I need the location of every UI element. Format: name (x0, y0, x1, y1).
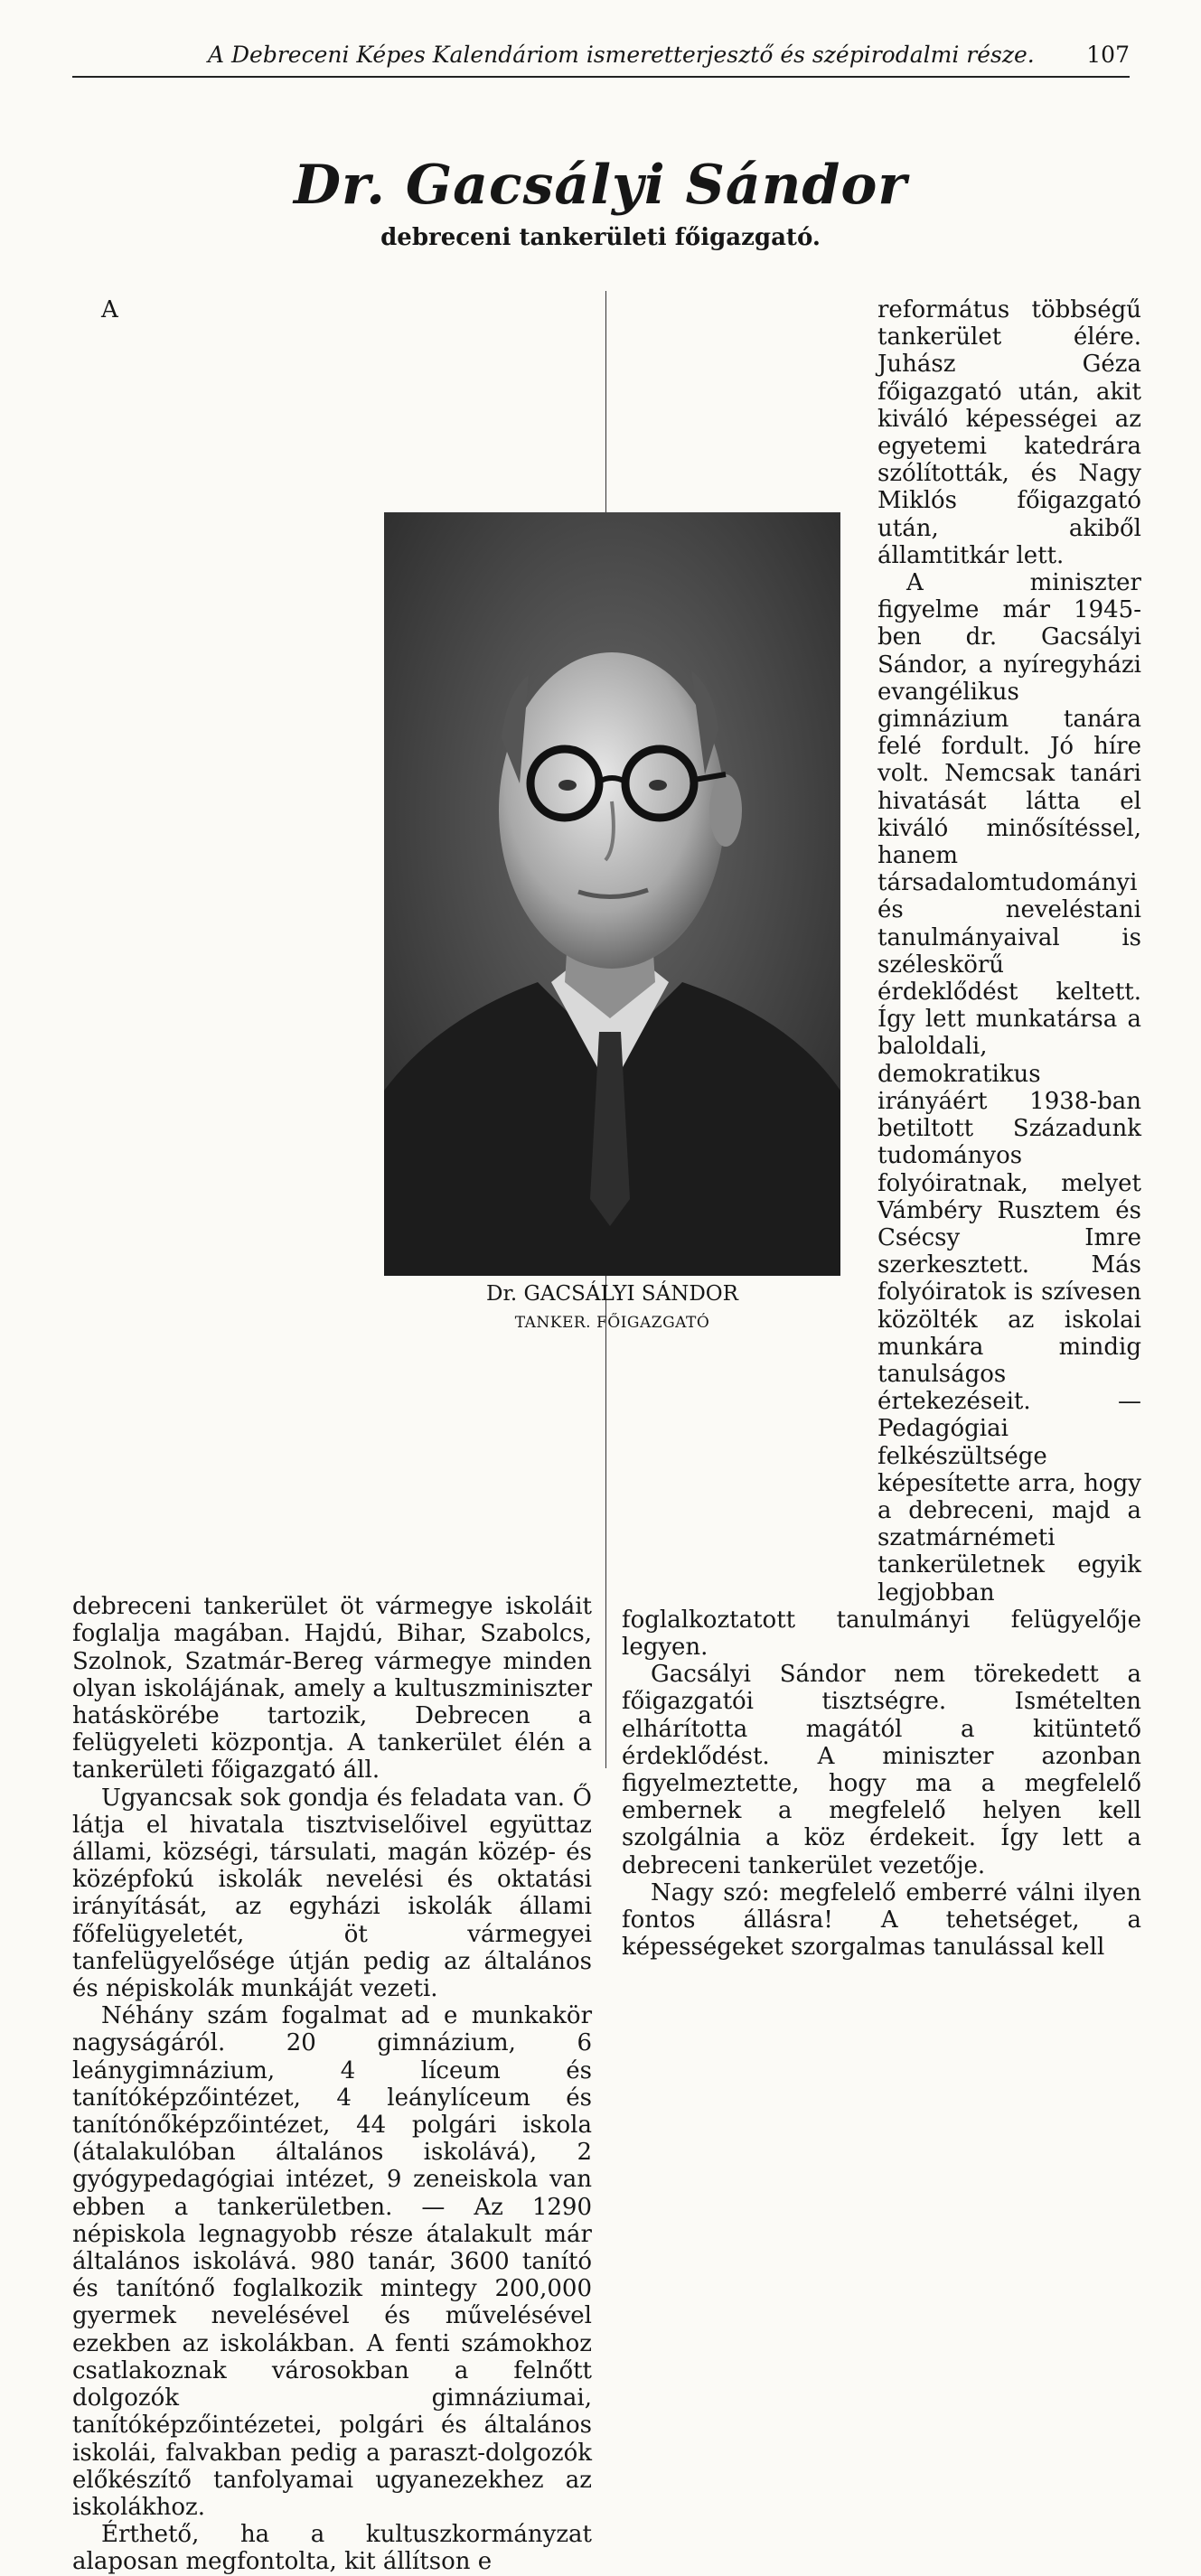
portrait-figure (375, 512, 836, 1457)
header-rule (72, 76, 1130, 78)
portrait-illustration (384, 512, 840, 1276)
paragraph-left-end: Érthető, ha a kultuszkormányzat alaposan megfontolta, kit állítson e (72, 2521, 592, 2576)
paragraph-right-top: református többségű tankerület élére. Juhász Géza főigazgató után, akit kiváló képességei az egyetemi katedrára szólították, és Nagy Miklós főigazgató után, akiből államtitkár lett. (877, 296, 1141, 569)
photo-caption-title: TANKER. FŐIGAZGATÓ (514, 1314, 710, 1332)
paragraph-intro: A debreceni tankerület öt vármegye iskoláit foglalja magában. Hajdú, Bihar, Szabolcs, Szolnok, Szatmár-Bereg vármegye minden olyan iskolájának, amely a kultuszminiszter hatáskörébe tartozik, Debrecen a felügyeleti központja. A tankerület élén a tankerületi főigazgató áll. (72, 296, 592, 1784)
paragraph-closing: Nagy szó: megfelelő emberré válni ilyen fontos állásra! A tehetséget, a képességeket szorgalmas tanulással kell (622, 1878, 1141, 1962)
paragraph-numbers: Néhány szám fogalmat ad e munkakör nagyságáról. 20 gimnázium, 6 leánygimnázium, 4 líceum és tanítóképzőintézet, 4 leánylíceum és tanítónőképzőintézet, 44 polgári iskola (átalakulóban általános iskolává), 2 gyógypedagógiai intézet, 9 zeneiskola van ebben a tankerületben. — Az 1290 népiskola legnagyobb része átalakult már általános iskolává. 980 tanár, 3600 tanító és tanítónő foglalkozik mintegy 200,000 gyermek nevelésével és művelésével ezekben az iskolákban. A fenti számokhoz csatlakoznak városokban a felnőtt dolgozók gimnáziumai, tanítóképzőintézetei, polgári és általános iskolái, falvakban pedig a paraszt-dolgozók előkészítő tanfolyamai ugyanezekhez az iskolákhoz. (72, 2002, 592, 2521)
running-header (72, 38, 1130, 70)
portrait-photo (384, 512, 840, 1276)
page-number: 107 (1086, 42, 1130, 68)
running-title: A Debreceni Képes Kalendáriom ismeretterjesztő és szépirodalmi része. (208, 42, 1035, 68)
paragraph-duties: Ugyancsak sok gondja és feladata van. Ő látja el hivatala tisztviselőivel együttaz állami, községi, társulati, magán közép- és középfokú iskolák nevelési és oktatási irányítását, az egyházi iskolák állami főfelügyeletét, öt vármegyei tanfelügyelősége útján pedig az általános és népiskolák munkáját vezeti. (72, 1784, 592, 2003)
article-title: Dr. Gacsályi Sándor (294, 154, 907, 217)
photo-caption-name: Dr. GACSÁLYI SÁNDOR (486, 1282, 738, 1306)
paragraph-career: A miniszter figyelme már 1945-ben dr. Gacsályi Sándor, a nyíregyházi evangélikus gimnázium tanára felé fordult. Jó híre volt. Nemcsak tanári hivatását látta el kiváló minősítéssel, hanem társadalomtudományi és neveléstani tanulmányaival is széleskörű érdeklődést keltett. Így lett munkatársa a baloldali, demokratikus irányáért 1938-ban betiltott Századunk tudományos folyóiratnak, melyet Vámbéry Rusztem és Csécsy Imre szerkesztett. Más folyóiratok is szívesen közölték az iskolai munkára mindig tanulságos értekezéseit. — Pedagógiai felkészültsége képesítette arra, hogy a debreceni, majd a szatmárnémeti tankerületnek egyik legjobban foglalkoztatott tanulmányi felügyelője legyen. (622, 569, 1141, 1661)
paragraph-appointment: Gacsályi Sándor nem törekedett a főigazgatói tisztségre. Ismételten elhárította magától a kitüntető érdeklődést. A miniszter azonban figyelmeztette, hogy ma a megfelelő embernek a megfelelő helyen kell szolgálnia a köz érdekeit. Így lett a debreceni tankerület vezetője. (622, 1661, 1141, 1879)
article-subtitle: debreceni tankerületi főigazgató. (380, 224, 821, 251)
